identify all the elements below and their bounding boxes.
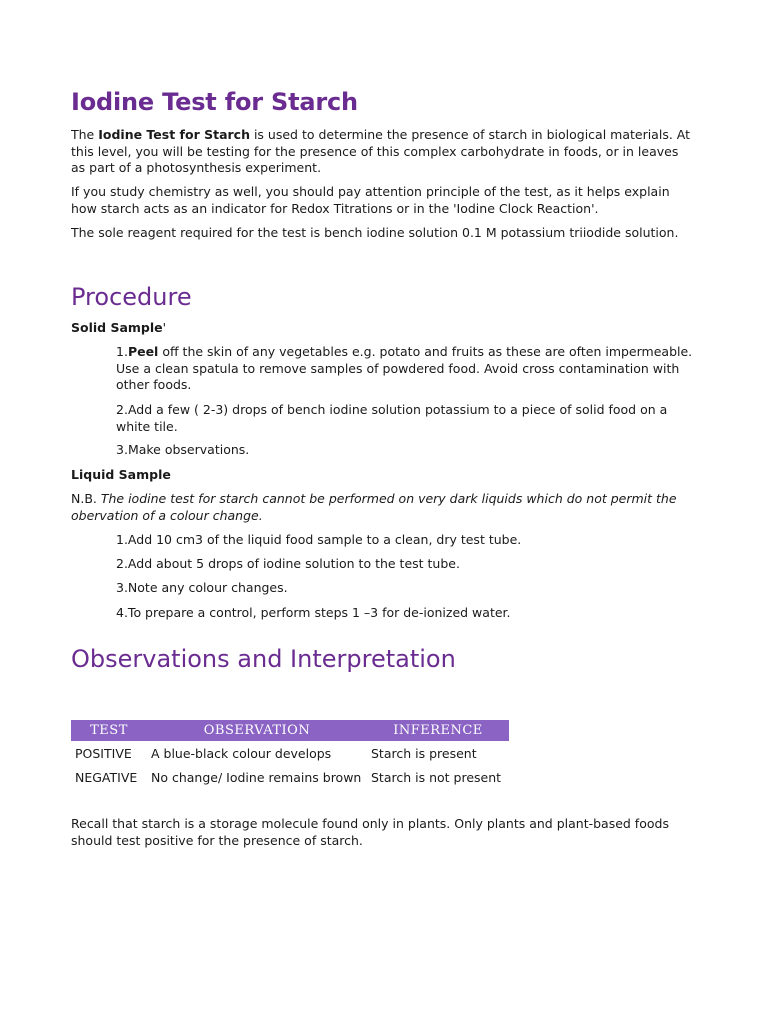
solid-sample-label (71, 320, 166, 335)
observations-heading: Observations and Interpretation (71, 645, 456, 673)
step-text: Make observations. (127, 442, 250, 457)
step-text: off the skin of any vegetables e.g. potato and fruits as these are often impermeable. Use a clean spatula to remove samples of powdered food. Avoid cross contamination with other foods. (116, 344, 693, 392)
cell-observation: No change/ Iodine remains brown (151, 769, 362, 785)
step-text: Add a few ( 2-3) drops of bench iodine solution potassium to a piece of solid food on a white tile. (116, 402, 668, 434)
note-text: The iodine test for starch cannot be performed on very dark liquids which do not permit the obervation of a colour change. (71, 491, 677, 523)
liquid-sample-label: Liquid Sample (71, 467, 171, 482)
observations-table (71, 720, 509, 789)
liquid-step-4: 4.To prepare a control, perform steps 1 –3 for de-ionized water. (116, 605, 511, 620)
cell-inference: Starch is present (371, 745, 477, 761)
table-row (71, 765, 509, 789)
intro-paragraph-1 (71, 127, 696, 177)
header-test: TEST (71, 720, 147, 741)
header-inference: INFERENCE (367, 720, 509, 741)
intro-paragraph-2: If you study chemistry as well, you should pay attention principle of the test, as it helps explain how starch acts as an indicator for Redox Titrations or in the 'Iodine Clock Reaction'. (71, 184, 670, 216)
step-number: 1. (116, 344, 128, 359)
intro-paragraph-3: The sole reagent required for the test is bench iodine solution 0.1 M potassium triiodide solution. (71, 225, 679, 240)
intro-bold-term: Iodine Test for Starch (98, 127, 250, 142)
cell-test: POSITIVE (75, 745, 132, 761)
solid-sample-text: Solid Sample (71, 320, 163, 335)
solid-step-2 (116, 402, 701, 435)
page-title: Iodine Test for Starch (71, 88, 358, 116)
table-header-row (71, 720, 509, 741)
liquid-note (71, 491, 701, 524)
cell-test: NEGATIVE (75, 769, 138, 785)
step-number: 3. (116, 442, 128, 457)
header-observation: OBSERVATION (147, 720, 367, 741)
note-prefix: N.B. (71, 491, 101, 506)
step-bold-word: Peel (127, 344, 159, 359)
solid-sample-suffix: ' (162, 320, 167, 335)
cell-observation: A blue-black colour develops (151, 745, 332, 761)
intro-text: The (71, 127, 99, 142)
liquid-step-1: 1.Add 10 cm3 of the liquid food sample to a clean, dry test tube. (116, 532, 522, 547)
intro-text: is used to determine the presence of starch in biological materials. At this level, you will be testing for the presence of this complex carbohydrate in foods, or in leaves as part of a photosynthesis experiment. (71, 127, 691, 175)
solid-step-1 (116, 344, 701, 394)
liquid-step-2: 2.Add about 5 drops of iodine solution to the test tube. (116, 556, 460, 571)
table-row (71, 741, 509, 765)
procedure-heading: Procedure (71, 283, 192, 311)
cell-inference: Starch is not present (371, 769, 502, 785)
closing-paragraph: Recall that starch is a storage molecule found only in plants. Only plants and plant-based foods should test positive for the presence of starch. (71, 816, 669, 848)
step-number: 2. (116, 402, 128, 417)
liquid-step-3: 3.Note any colour changes. (116, 580, 288, 595)
solid-step-3 (116, 442, 701, 459)
